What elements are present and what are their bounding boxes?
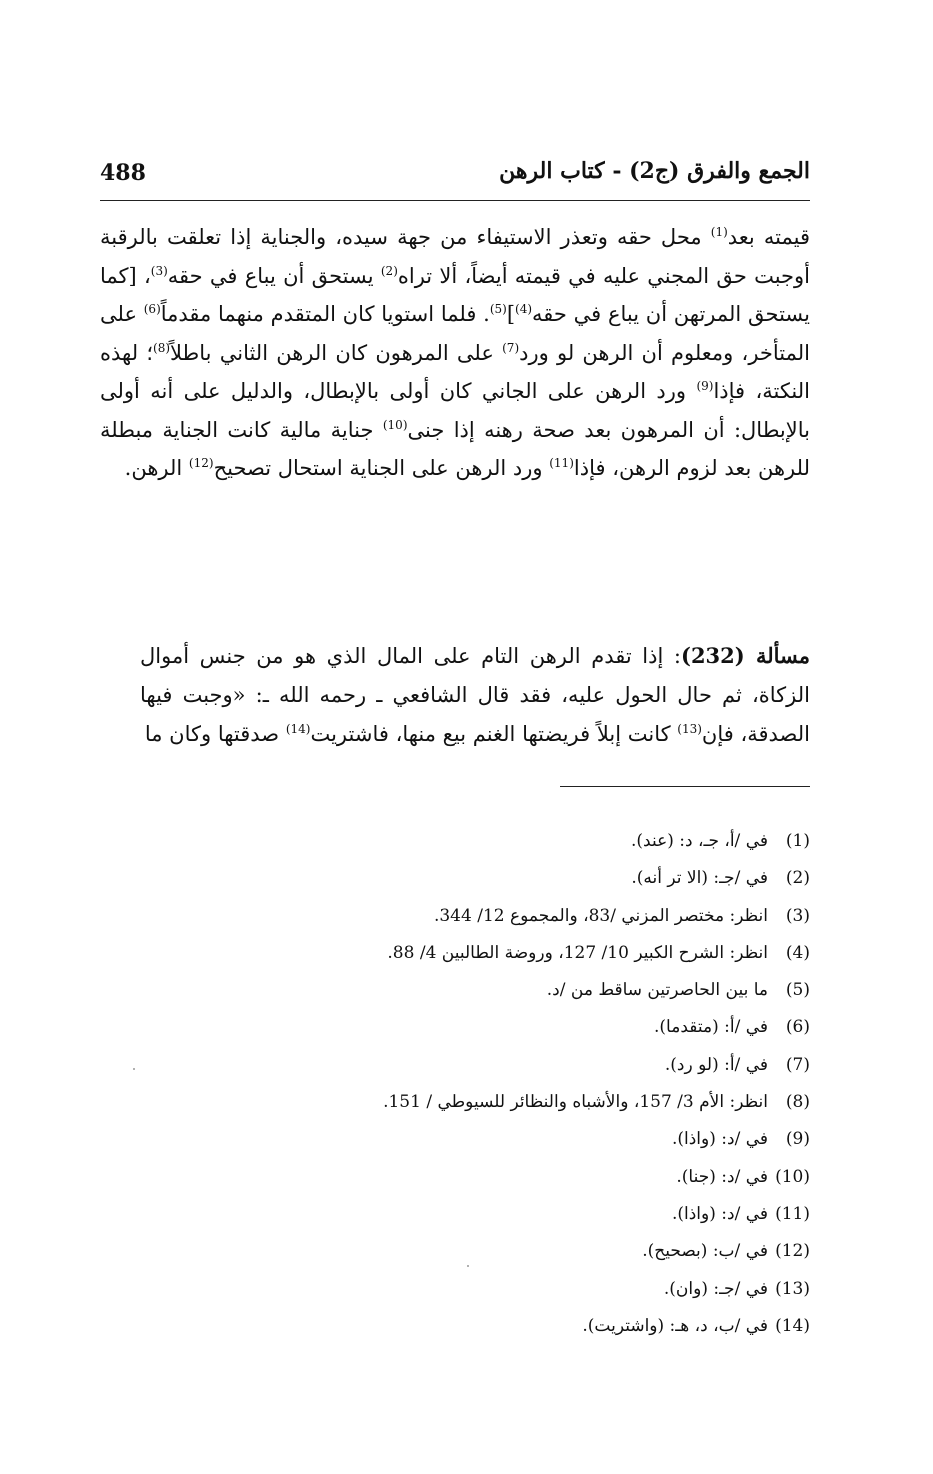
footnote-number: (13) (775, 1278, 810, 1299)
footnote-number: (14) (775, 1315, 810, 1336)
footnote-item (250, 898, 810, 935)
footnote-item (250, 823, 810, 860)
footnote-item (250, 1047, 810, 1084)
footnote-text: ما بين الحاصرتين ساقط من /د. (546, 980, 768, 1001)
issue-label: مسألة (232) (681, 643, 810, 668)
footnote-item (250, 1159, 810, 1196)
footnote-item (250, 1084, 810, 1121)
page-number: 488 (100, 160, 146, 186)
main-paragraph (100, 218, 810, 488)
footnote-item (250, 972, 810, 1009)
footnote-number: (5) (785, 980, 810, 1001)
footnote-item (250, 1121, 810, 1158)
footnote-item (250, 1308, 810, 1345)
page-header (100, 150, 810, 200)
footnote-text: في /ب، د، هـ: (واشتريت). (582, 1315, 768, 1336)
footnote-number: (7) (785, 1054, 810, 1075)
footnote-text: في /جـ: (وان). (663, 1278, 768, 1299)
footnote-text: انظر: الشرح الكبير 10/ 127، وروضة الطالبين 4/ 88. (387, 942, 768, 963)
footnote-text: في /أ: (متقدما). (654, 1017, 768, 1038)
footnote-item (250, 1271, 810, 1308)
running-title: الجمع والفرق (ج2) - كتاب الرهن (499, 158, 810, 184)
footnote-number: (3) (785, 905, 810, 926)
footnote-number: (12) (775, 1241, 810, 1262)
footnote-number: (1) (785, 831, 810, 851)
footnote-text: في /أ: (لو رد). (664, 1054, 768, 1075)
header-divider (100, 200, 810, 201)
footnote-number: (10) (775, 1166, 810, 1187)
footnote-list (250, 823, 810, 1345)
footnote-number: (8) (785, 1092, 810, 1113)
issue-text (140, 636, 810, 754)
scan-speck (133, 1068, 135, 1070)
footnote-item (250, 860, 810, 897)
footnote-number: (6) (785, 1017, 810, 1038)
footnote-number: (11) (775, 1203, 810, 1224)
footnote-text: في /أ، جـ، د: (عند). (631, 831, 768, 851)
footnote-number: (4) (785, 942, 810, 963)
footnote-divider (560, 786, 810, 787)
footnote-item (250, 1009, 810, 1046)
issue-paragraph (140, 636, 810, 754)
footnote-text: في /د: (واذا). (671, 1129, 768, 1150)
footnote-item (250, 1196, 810, 1233)
footnote-number: (9) (785, 1129, 810, 1150)
issue-body: : إذا تقدم الرهن التام على المال الذي هو من جنس أموال الزكاة، ثم حال الحول عليه، فقد قال الشافعي ـ رحمه الله ـ: «وجبت فيها الصدقة، فإن$^{(13)}$ كانت إبلاً فريضتها الغنم بيع منها، فاشتريت$^{(14)}$ صدقتها وكان ما (140, 644, 810, 746)
footnote-text: انظر: مختصر المزني /83، والمجموع 12/ 344. (433, 905, 768, 926)
footnote-number: (2) (785, 868, 810, 889)
footnote-text: انظر: الأم 3/ 157، والأشباه والنظائر للسيوطي / 151. (383, 1092, 768, 1113)
footnote-text: في /ب: (بصحيح). (642, 1241, 768, 1262)
footnote-text: في /د: (واذا). (671, 1203, 768, 1224)
footnote-text: في /د: (جنا). (676, 1166, 768, 1187)
footnote-item (250, 935, 810, 972)
scan-speck (467, 1265, 469, 1267)
footnote-item (250, 1233, 810, 1270)
footnote-text: في /جـ: (الا تر أنه). (631, 868, 768, 889)
paragraph-text: قيمته بعد$^{(1)}$ محل حقه وتعذر الاستيفاء من جهة سيده، والجناية إذا تعلقت بالرقبة أوجبت حق المجني عليه في قيمته أيضاً، ألا تراه$^{(2)}$ يستحق أن يباع في حقه$^{(3)}$، [كما يستحق المرتهن أن يباع في حقه$^{(4)}$]$^{(5)}$. فلما استويا كان المتقدم منهما مقدماً$^{(6)}$ على المتأخر، ومعلوم أن الرهن لو ورد$^{(7)}$ على المرهون كان الرهن الثاني باطلاً$^{(8)}$؛ لهذه النكتة، فإذا$^{(9)}$ ورد الرهن على الجاني كان أولى بالإبطال، والدليل على أنه أولى بالإبطال: أن المرهون بعد صحة رهنه إذا جنى$^{(10)}$ جناية مالية كانت الجناية مبطلة للرهن بعد لزوم الرهن، فإذا$^{(11)}$ ورد الرهن على الجناية استحال تصحيح$^{(12)}$ الرهن. (100, 225, 811, 480)
